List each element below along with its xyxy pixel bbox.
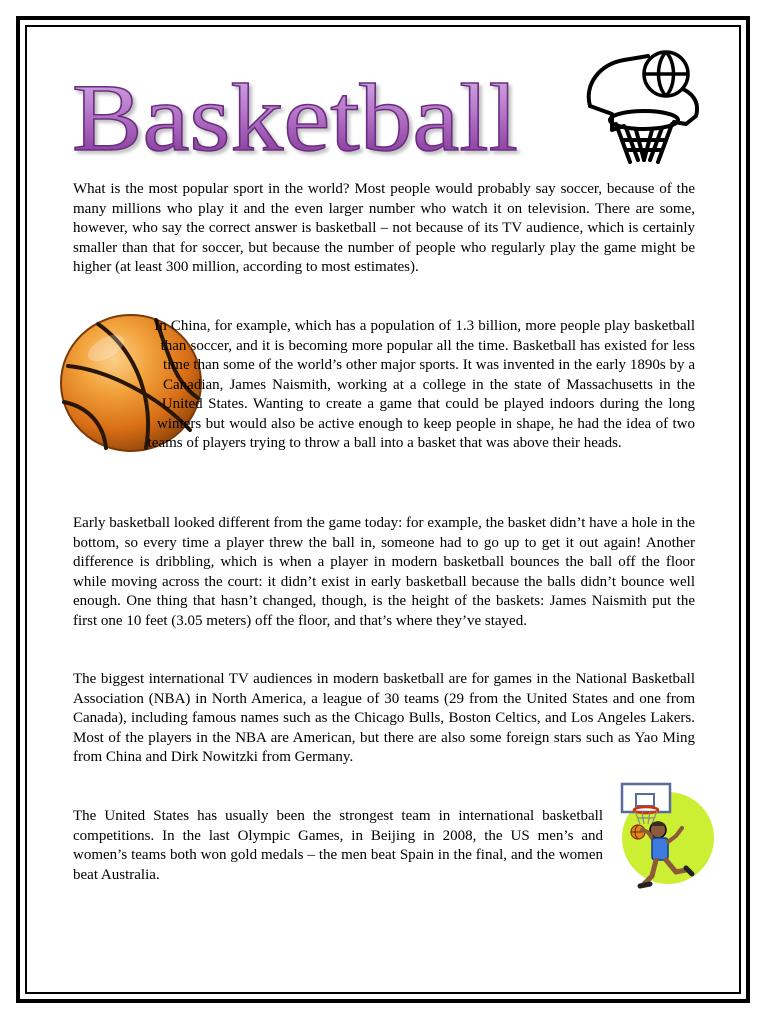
paragraph-china-history	[73, 317, 695, 467]
paragraph-nba: The biggest international TV audiences in modern basketball are for games in the National Basketball Association (NBA) in North America, a league of 30 teams (29 from the United States and one from Canada), including famous names such as the Chicago Bulls, Boston Celtics, and Los Angeles Lakers. Most of the players in the NBA are American, but there are also some foreign stars such as Yao Ming from China and Dirk Nowitzki from Germany.	[73, 671, 695, 765]
paragraph-olympics: The United States has usually been the strongest team in international basketball competitions. In the last Olympic Games, in Beijing in 2008, the US men’s and women’s teams both won gold medals – the men beat Spain in the final, and the women beat Australia.	[73, 808, 603, 883]
basketball-hoop-icon	[578, 44, 706, 168]
paragraph-early-basketball: Early basketball looked different from the game today: for example, the basket didn’t have a hole in the bottom, so every time a player threw the ball in, someone had to go up to get it out again! Another difference is dribbling, which is when a player in modern basketball bounces the ball off the floor while moving across the court: it didn’t exist in early basketball because the balls didn’t bounce well enough. One thing that hasn’t changed, though, is the height of the baskets: James Naismith put the first one 10 feet (3.05 meters) off the floor, and that’s where they’ve stayed.	[73, 515, 695, 629]
paragraph-china-history-text: In China, for example, which has a population of 1.3 billion, more people play basketball than soccer, and it is becoming more popular all the time. Basketball has existed for less time than some of the world’s other major sports. It was invented in the early 1890s by a Canadian, James Naismith, working at a college in the state of Massachusetts in the United States. Wanting to create a game that could be played indoors during the long winters but would also be active enough to keep people in shape, he had the idea of two teams of players trying to throw a ball into a basket that was above their heads.	[147, 318, 695, 451]
paragraph-intro: What is the most popular sport in the world? Most people would probably say soccer, because of the many millions who play it and the even larger number who watch it on television. There are some, however, who say the correct answer is basketball – not because of its TV audience, which is certainly smaller than that for soccer, but because the number of people who regularly play the game might be higher (at least 300 million, according to most estimates).	[73, 181, 695, 275]
title-text: Basketball	[72, 64, 518, 171]
basketball-player-icon	[612, 780, 716, 896]
page-title	[70, 60, 530, 180]
